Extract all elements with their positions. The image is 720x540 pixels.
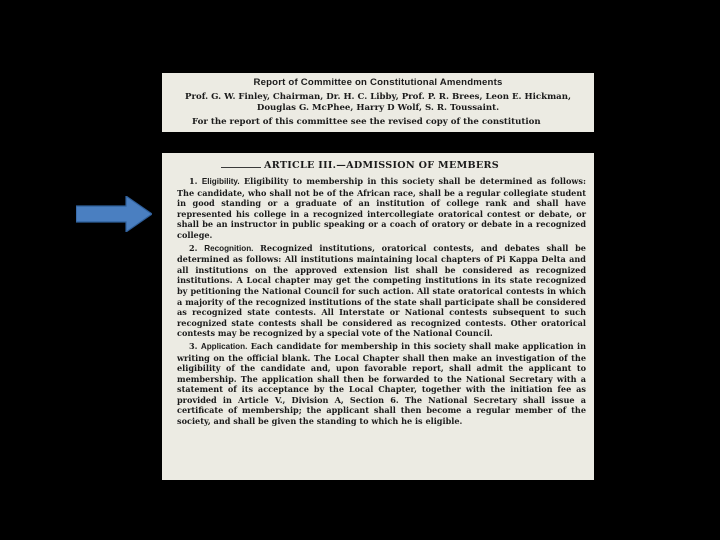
section-eligibility <box>177 176 586 241</box>
committee-members: Prof. G. W. Finley, Chairman, Dr. H. C. Libby, Prof. P. R. Brees, Leon E. Hickman, Douglas G. McPhee, Harry D Wolf, S. R. Toussaint. <box>185 92 571 113</box>
article-heading-text: ARTICLE III.—ADMISSION OF MEMBERS <box>263 160 500 171</box>
report-title: Report of Committee on Constitutional Amendments <box>253 77 503 88</box>
committee-report-clipping <box>162 73 594 132</box>
section-number: 3. <box>189 340 198 351</box>
article-clipping <box>162 153 594 480</box>
section-text: Recognized institutions, oratorical contests, and debates shall be determined as follows: All institutions maintaining local chapters of Pi Kappa Delta and all institutions on the approved extension list shall be considered as recognized institutions. A Local chapter may get the competing institutions in its state recognized by petitioning the National Council for such action. All state oratorical contests in which a majority of the recognized institutions of the state shall participate shall be considered as recognized state contests. All Interstate or National contests subsequent to such recognized state contests shall be considered as recognized contests. Other oratorical contests may be recognized by a special vote of the National Council. <box>177 242 586 339</box>
section-recognition <box>177 243 586 339</box>
section-lead: Recognition. <box>204 243 254 253</box>
section-text: Each candidate for membership in this society shall make application in writing on the official blank. The Local Chapter shall then make an investigation of the eligibility of the candidate and, upon favorable report, shall admit the applicant to membership. The application shall then be forwarded to the National Secretary with a statement of its acceptance by the Local Chapter, together with the initiation fee as provided in Article V., Division A, Section 6. The National Secretary shall issue a certificate of membership; the applicant shall then become a regular member of the society, and shall be given the standing to which he is eligible. <box>177 340 586 427</box>
arrow-shape <box>76 196 152 232</box>
section-lead: Eligibility. <box>201 177 240 186</box>
heading-rule <box>221 167 261 168</box>
right-arrow-icon <box>76 196 152 232</box>
section-text: Eligibility to membership in this society shall be determined as follows: The candidate, who shall not be of the African race, shall be a regular collegiate student in good standing or a graduate of an institution of college rank and shall have represented his college in a recognized intercollegiate oratorical contest or debate, or shall be an instructor in public speaking or a coach of oratory or debate in a recognized college. <box>177 176 586 240</box>
article-heading <box>177 160 586 171</box>
section-number: 1. <box>189 176 198 186</box>
report-note: For the report of this committee see the revised copy of the constitution <box>192 117 541 128</box>
section-number: 2. <box>189 242 198 253</box>
section-application <box>177 341 586 427</box>
section-lead: Application. <box>200 341 248 351</box>
